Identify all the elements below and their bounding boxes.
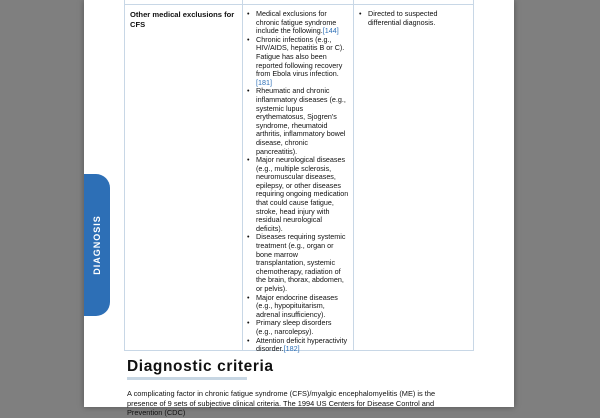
list-item: • Rheumatic and chronic inflammatory diseases (e.g., systemic lupus erythematosus, Sjogren's syndrome, rheumatoid arthritis, inflammatory bowel disease, chronic pancreatitis). <box>247 87 349 156</box>
reference-link[interactable]: [181] <box>256 77 272 87</box>
exclusions-table <box>124 0 474 354</box>
list-item: • Chronic infections (e.g., HIV/AIDS, hepatitis B or C). Fatigue has also been reported following recovery from Ebola virus infection.[181] <box>247 36 349 88</box>
column-divider <box>353 0 354 350</box>
list-item: • Diseases requiring systemic treatment (e.g., organ or bone marrow transplantation, systemic chemotherapy, radiation of the brain, thorax, abdomen, or pelvis). <box>247 233 349 293</box>
list-item: • Directed to suspected differential diagnosis. <box>359 10 471 27</box>
tests-list <box>359 10 471 27</box>
reference-link[interactable]: [182] <box>283 344 300 354</box>
table-top-border <box>125 0 473 5</box>
section-tab-label: DIAGNOSIS <box>92 215 102 275</box>
section-paragraph: A complicating factor in chronic fatigue syndrome (CFS)/myalgic encephalomyelitis (ME) is the presence of 9 sets of subjective clinical criteria. The 1994 US Centers for Disease Control and Prevention (CDC) <box>127 389 436 418</box>
heading-underline <box>127 377 247 380</box>
list-item: • Medical exclusions for chronic fatigue syndrome include the following.[144] <box>247 10 349 36</box>
list-item: • Primary sleep disorders (e.g., narcolepsy). <box>247 319 349 336</box>
diagnosis-section-tab[interactable] <box>84 174 110 316</box>
reference-link[interactable]: [144] <box>322 26 339 36</box>
section-heading: Diagnostic criteria <box>127 358 274 375</box>
list-item: • Attention deficit hyperactivity disorder.[182] <box>247 337 349 354</box>
column-divider <box>242 0 243 350</box>
list-item: • Major endocrine diseases (e.g., hypopituitarism, adrenal insufficiency). <box>247 294 349 320</box>
list-item: • Major neurological diseases (e.g., multiple sclerosis, neuromuscular diseases, epilepsy, or other diseases requiring ongoing medication that could cause fatigue, stroke, head injury with residual neurological deficits). <box>247 156 349 233</box>
exclusions-list <box>247 10 349 354</box>
row-label: Other medical exclusions for CFS <box>130 10 235 29</box>
